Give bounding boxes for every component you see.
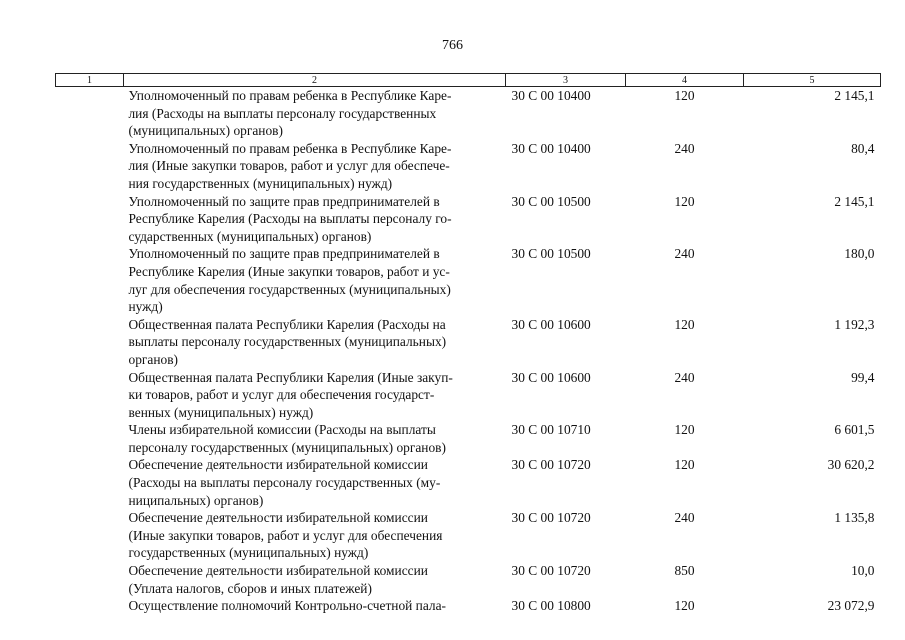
cell-index [56, 456, 124, 509]
cell-amount: 6 601,5 [834, 422, 875, 438]
cell-target-code: 30 С 00 10400 [511, 140, 591, 156]
cell-expense-type: 850 [674, 563, 695, 579]
cell-target-code: 30 С 00 10720 [511, 563, 591, 579]
cell-amount: 23 072,9 [827, 598, 875, 614]
cell-expense-type: 240 [674, 369, 695, 385]
cell-target-code: 30 С 00 10500 [511, 246, 591, 262]
column-header-4: 4 [626, 74, 744, 87]
cell-target-code: 30 С 00 10720 [511, 457, 591, 473]
cell-expense-type: 120 [674, 598, 695, 614]
cell-name: Осуществление полномочий Контрольно-счетной пала- [128, 598, 446, 614]
cell-name: Обеспечение деятельности избирательной комиссии (Иные закупки товаров, работ и услуг для обеспечения государственных (муниципальных) нужд) [128, 510, 443, 561]
cell-expense-type: 120 [674, 422, 695, 438]
cell-amount: 10,0 [851, 563, 875, 579]
table-body [56, 87, 881, 615]
column-header-5: 5 [744, 74, 881, 87]
cell-amount: 99,4 [851, 369, 875, 385]
cell-target-code: 30 С 00 10600 [511, 316, 591, 332]
cell-index [56, 316, 124, 369]
column-header-2: 2 [124, 74, 506, 87]
cell-name: Уполномоченный по защите прав предпринимателей в Республике Карелия (Иные закупки товаров, работ и ус- луг для обеспечения государственных (муниципальных) нужд) [128, 246, 451, 315]
table-row [56, 509, 881, 562]
cell-amount: 80,4 [851, 140, 875, 156]
cell-name: Члены избирательной комиссии (Расходы на выплаты персоналу государственных (муниципальных) органов) [128, 422, 446, 455]
cell-expense-type: 120 [674, 193, 695, 209]
cell-target-code: 30 С 00 10400 [511, 88, 591, 103]
cell-index [56, 421, 124, 456]
table-row [56, 316, 881, 369]
table-header [56, 74, 881, 87]
cell-target-code: 30 С 00 10500 [511, 193, 591, 209]
table-row [56, 140, 881, 193]
cell-target-code: 30 С 00 10720 [511, 510, 591, 526]
table-row [56, 245, 881, 315]
cell-name: Уполномоченный по правам ребенка в Республике Каре- лия (Расходы на выплаты персоналу государственных (муниципальных) органов) [128, 88, 452, 139]
cell-amount: 2 145,1 [834, 88, 875, 103]
cell-index [56, 562, 124, 597]
cell-name: Общественная палата Республики Карелия (Иные закуп- ки товаров, работ и услуг для обеспечения государст- венных (муниципальных) нужд) [128, 369, 453, 420]
cell-amount: 1 192,3 [834, 316, 875, 332]
cell-name: Уполномоченный по правам ребенка в Республике Каре- лия (Иные закупки товаров, работ и услуг для обеспече- ния государственных (муниципальных) нужд) [128, 140, 452, 191]
header-row [56, 74, 881, 87]
cell-amount: 1 135,8 [834, 510, 875, 526]
cell-expense-type: 120 [674, 316, 695, 332]
table-row [56, 421, 881, 456]
table-row [56, 456, 881, 509]
table-row [56, 597, 881, 615]
cell-name: Общественная палата Республики Карелия (Расходы на выплаты персоналу государственных (муниципальных) органов) [128, 316, 447, 367]
cell-amount: 180,0 [844, 246, 875, 262]
cell-name: Обеспечение деятельности избирательной комиссии (Уплата налогов, сборов и иных платежей) [128, 563, 428, 596]
page-number: 766 [442, 38, 463, 53]
column-header-1: 1 [56, 74, 124, 87]
cell-index [56, 140, 124, 193]
cell-index [56, 87, 124, 140]
table-row [56, 87, 881, 140]
cell-index [56, 245, 124, 315]
cell-name: Уполномоченный по защите прав предпринимателей в Республике Карелия (Расходы на выплаты персоналу го- сударственных (муниципальных) органов) [128, 193, 452, 244]
cell-index [56, 509, 124, 562]
table-row [56, 562, 881, 597]
cell-expense-type: 240 [674, 510, 695, 526]
budget-table [55, 73, 881, 615]
cell-amount: 2 145,1 [834, 193, 875, 209]
cell-target-code: 30 С 00 10600 [511, 369, 591, 385]
column-header-3: 3 [506, 74, 626, 87]
table-row [56, 369, 881, 422]
cell-amount: 30 620,2 [827, 457, 875, 473]
cell-target-code: 30 С 00 10710 [511, 422, 591, 438]
cell-index [56, 597, 124, 615]
cell-expense-type: 240 [674, 246, 695, 262]
cell-expense-type: 240 [674, 140, 695, 156]
table-row [56, 193, 881, 246]
cell-name: Обеспечение деятельности избирательной комиссии (Расходы на выплаты персоналу государственных (му- ниципальных) органов) [128, 457, 441, 508]
cell-target-code: 30 С 00 10800 [511, 598, 591, 614]
cell-index [56, 193, 124, 246]
cell-expense-type: 120 [674, 88, 695, 103]
cell-expense-type: 120 [674, 457, 695, 473]
cell-index [56, 369, 124, 422]
